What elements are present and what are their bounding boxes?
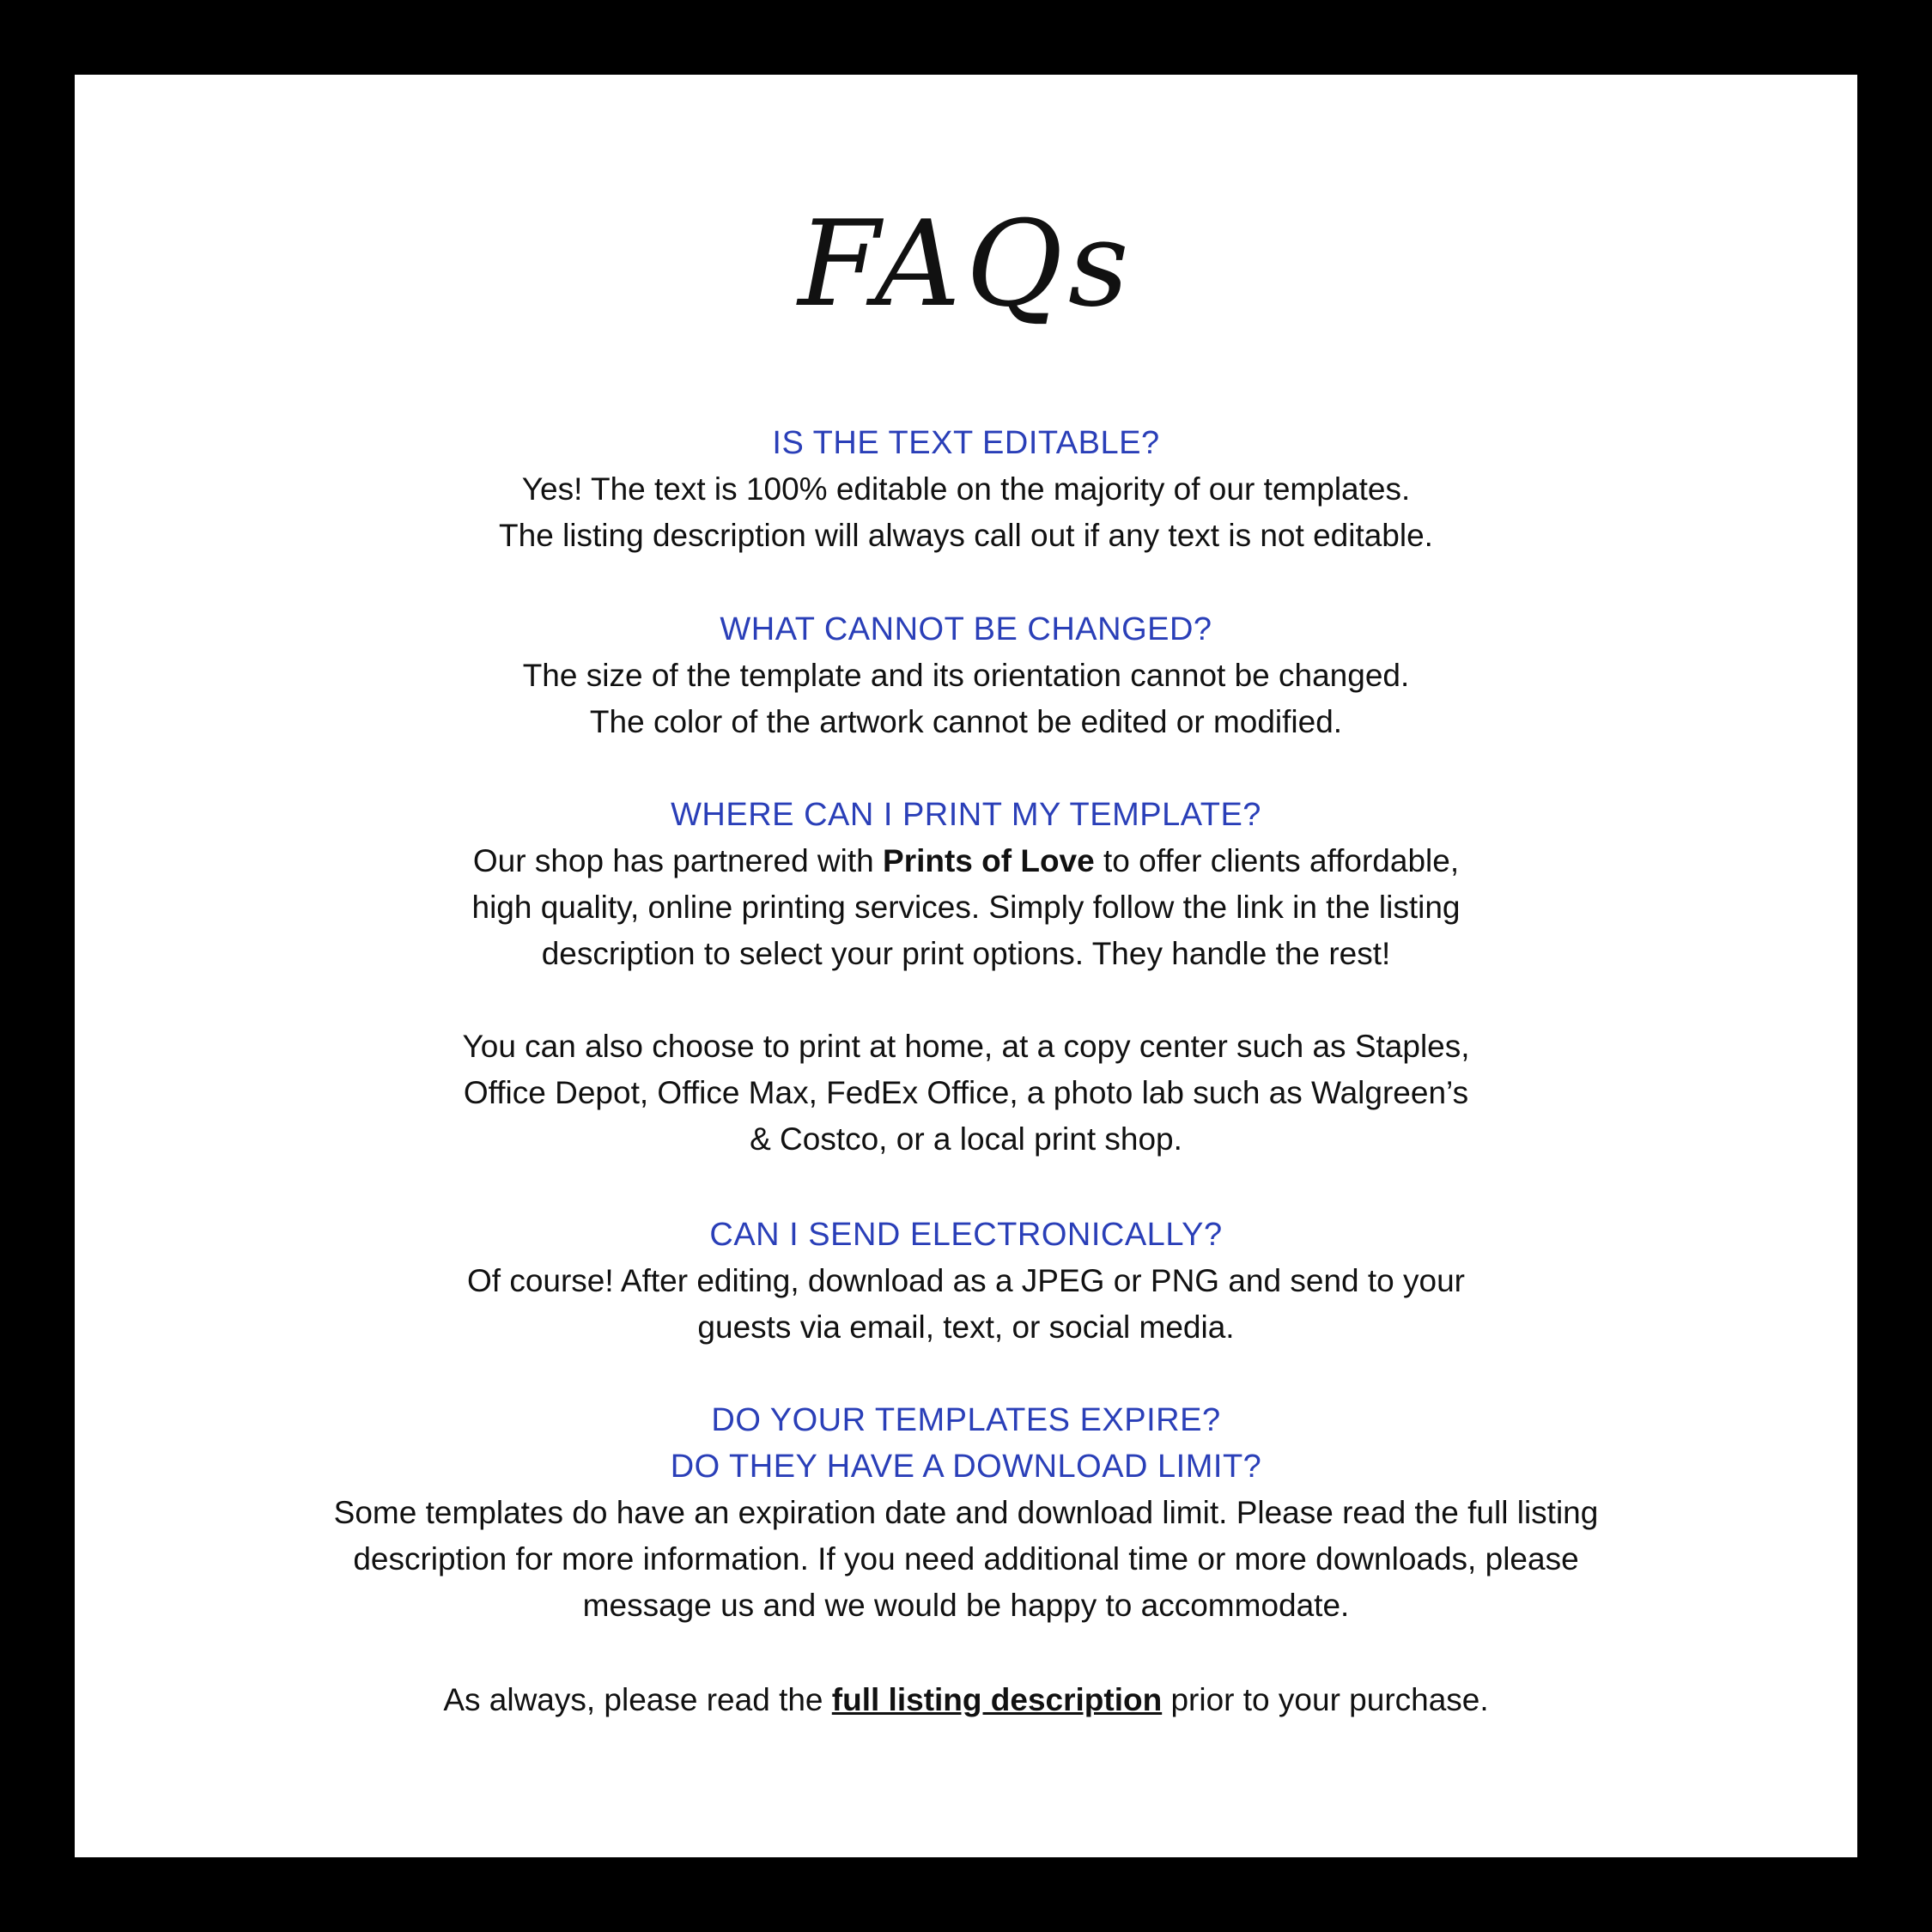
faq-answer-line: The listing description will always call out if any text is not editable. bbox=[499, 518, 1433, 553]
faq-answer-line: Yes! The text is 100% editable on the majority of our templates. bbox=[521, 471, 1411, 507]
faq-card bbox=[75, 75, 1857, 1857]
faq-item-expire bbox=[75, 1397, 1857, 1629]
faq-answer-line: message us and we would be happy to accommodate. bbox=[582, 1588, 1350, 1623]
page-title: FAQs bbox=[798, 195, 1134, 333]
faq-question: IS THE TEXT EDITABLE? bbox=[772, 425, 1160, 461]
closing-text: prior to your purchase. bbox=[1162, 1682, 1489, 1717]
faq-answer-line: Of course! After editing, download as a JPEG or PNG and send to your bbox=[466, 1263, 1465, 1298]
partner-name: Prints of Love bbox=[883, 843, 1095, 878]
faq-answer-line: The size of the template and its orientation cannot be changed. bbox=[522, 658, 1410, 693]
faq-question: DO THEY HAVE A DOWNLOAD LIMIT? bbox=[670, 1449, 1262, 1485]
faq-question: DO YOUR TEMPLATES EXPIRE? bbox=[711, 1402, 1221, 1438]
faq-answer-line: You can also choose to print at home, at a copy center such as Staples, bbox=[462, 1029, 1470, 1064]
faq-answer-line: Some templates do have an expiration date and download limit. Please read the full listing bbox=[333, 1495, 1599, 1530]
faq-item-print bbox=[75, 792, 1857, 1163]
closing-line bbox=[75, 1677, 1857, 1723]
faq-answer-line: The color of the artwork cannot be edited or modified. bbox=[589, 704, 1343, 739]
faq-answer-line: description to select your print options. They handle the rest! bbox=[541, 936, 1391, 971]
faq-question: WHAT CANNOT BE CHANGED? bbox=[720, 611, 1212, 647]
full-listing-link[interactable]: full listing description bbox=[831, 1682, 1163, 1717]
faq-question: CAN I SEND ELECTRONICALLY? bbox=[709, 1217, 1223, 1253]
answer-text: to offer clients affordable, bbox=[1094, 843, 1460, 878]
faq-item-editable bbox=[75, 420, 1857, 559]
closing-note bbox=[75, 1677, 1857, 1723]
answer-text: Our shop has partnered with bbox=[472, 843, 884, 878]
faq-answer-line bbox=[75, 838, 1857, 884]
faq-answer-line: high quality, online printing services. Simply follow the link in the listing bbox=[471, 890, 1461, 925]
closing-text: As always, please read the bbox=[443, 1682, 832, 1717]
faq-answer-line: guests via email, text, or social media. bbox=[697, 1309, 1235, 1345]
faq-question: WHERE CAN I PRINT MY TEMPLATE? bbox=[671, 797, 1261, 833]
faq-answer-line: & Costco, or a local print shop. bbox=[750, 1121, 1182, 1157]
faq-answer-line: Office Depot, Office Max, FedEx Office, a photo lab such as Walgreen’s bbox=[463, 1075, 1469, 1110]
faq-answer-line: description for more information. If you need additional time or more downloads, please bbox=[353, 1541, 1579, 1577]
faq-item-electronic bbox=[75, 1212, 1857, 1351]
faq-item-cannot-change bbox=[75, 606, 1857, 745]
